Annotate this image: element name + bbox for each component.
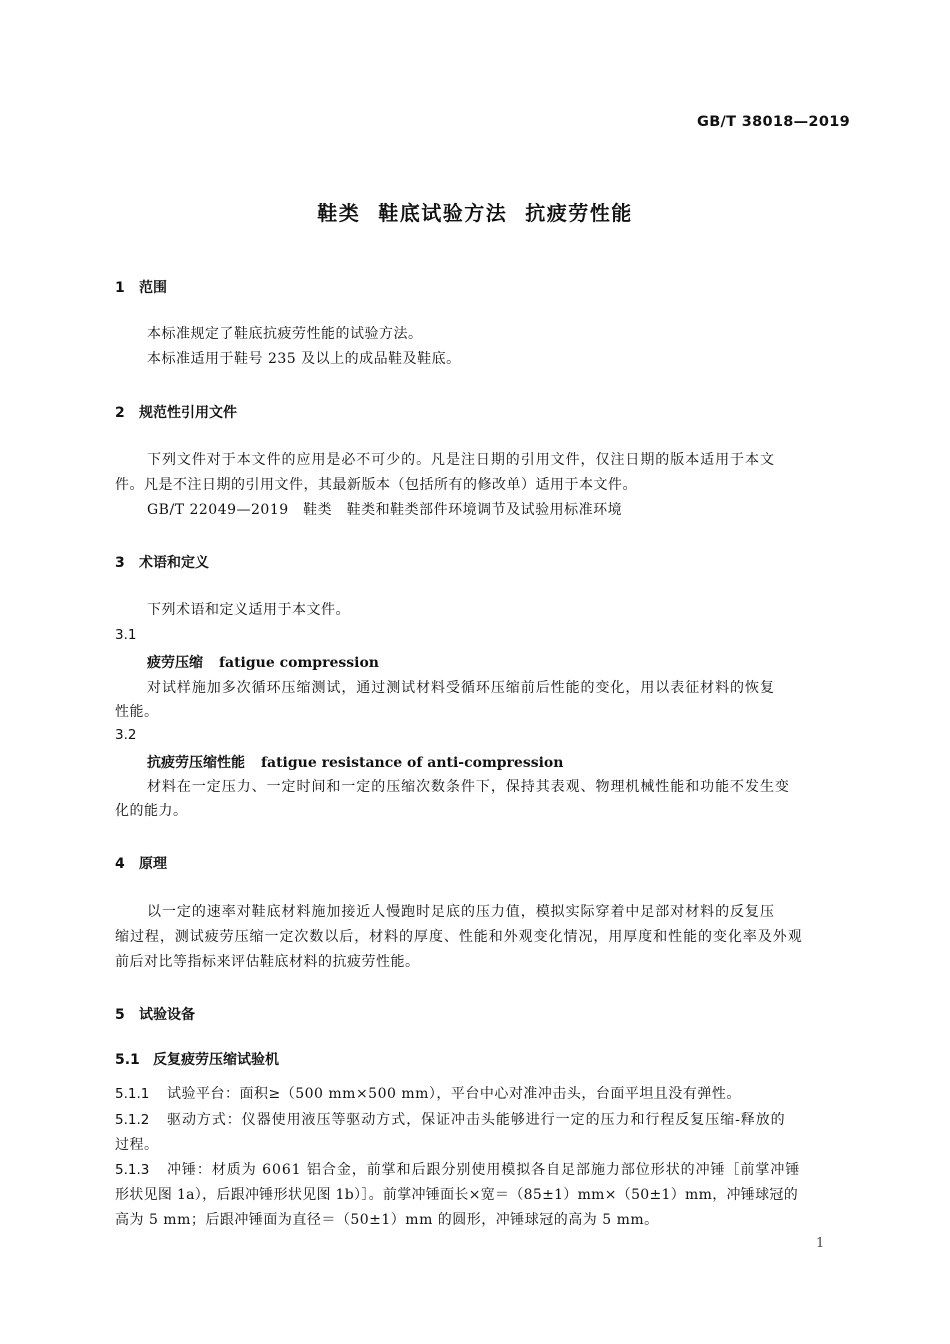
- normative-reference: GB/T 22049—2019 鞋类 鞋类和鞋类部件环境调节及试验用标准环境: [147, 502, 623, 518]
- section-number: 4: [115, 856, 125, 872]
- section-3-heading: [115, 552, 209, 572]
- section-4-paragraph-line-3: 前后对比等指标来评估鞋底材料的抗疲劳性能。: [115, 954, 420, 970]
- clause-number: 5.1.3: [115, 1162, 150, 1178]
- clause-text: 冲锤：材质为 6061 铝合金，前掌和后跟分别使用模拟各自足部施力部位形状的冲锤［前掌冲锤: [167, 1162, 801, 1178]
- title-part-1: 鞋类: [317, 201, 361, 225]
- term-english: fatigue resistance of anti-compression: [261, 755, 564, 771]
- clause-5-1-2: [115, 1108, 786, 1133]
- clause-number: 5.1.2: [115, 1112, 150, 1128]
- term-3-2: [147, 752, 563, 772]
- section-number: 3: [115, 555, 125, 571]
- term-3-1-definition-line-2: 性能。: [115, 704, 159, 720]
- section-title: 原理: [139, 856, 167, 872]
- term-english: fatigue compression: [219, 655, 379, 671]
- section-1-paragraph-1: 本标准规定了鞋底抗疲劳性能的试验方法。: [147, 326, 423, 342]
- section-title: 规范性引用文件: [139, 405, 237, 421]
- term-chinese: 抗疲劳压缩性能: [147, 755, 245, 771]
- term-chinese: 疲劳压缩: [147, 655, 203, 671]
- term-3-2-definition-line-1: 材料在一定压力、一定时间和一定的压缩次数条件下，保持其表观、物理机械性能和功能不发生变: [147, 779, 790, 795]
- section-number: 1: [115, 280, 125, 296]
- term-3-2-definition-line-2: 化的能力。: [115, 803, 188, 819]
- page-number: 1: [816, 1236, 825, 1251]
- section-title: 试验设备: [139, 1007, 195, 1023]
- clause-5-1-2-line-2: 过程。: [115, 1137, 159, 1153]
- clause-5-1-1: [115, 1082, 741, 1107]
- term-3-1: [147, 652, 379, 672]
- term-3-1-number: 3.1: [115, 627, 137, 643]
- clause-number: 5.1.1: [115, 1086, 150, 1102]
- standard-code: GB/T 38018—2019: [697, 114, 850, 130]
- section-4-paragraph-line-1: 以一定的速率对鞋底材料施加接近人慢跑时足底的压力值，模拟实际穿着中足部对材料的反复压: [147, 904, 775, 920]
- section-2-paragraph-line-1: 下列文件对于本文件的应用是必不可少的。凡是注日期的引用文件，仅注日期的版本适用于本文: [147, 452, 775, 468]
- section-2-paragraph-line-2: 件。凡是不注日期的引用文件，其最新版本（包括所有的修改单）适用于本文件。: [115, 477, 637, 493]
- document-title: [0, 197, 950, 226]
- section-title: 术语和定义: [139, 555, 209, 571]
- clause-5-1-3: [115, 1158, 800, 1183]
- subsection-5-1-heading: [115, 1049, 279, 1069]
- term-3-1-definition-line-1: 对试样施加多次循环压缩测试，通过测试材料受循环压缩前后性能的变化，用以表征材料的恢复: [147, 680, 775, 696]
- title-part-2: 鞋底试验方法: [378, 201, 508, 225]
- section-1-heading: [115, 277, 167, 297]
- clause-text: 驱动方式：仪器使用液压等驱动方式，保证冲击头能够进行一定的压力和行程反复压缩-释放的: [167, 1112, 786, 1128]
- section-number: 5: [115, 1007, 125, 1023]
- subsection-number: 5.1: [115, 1052, 140, 1068]
- section-3-intro: 下列术语和定义适用于本文件。: [147, 602, 350, 618]
- section-5-heading: [115, 1004, 195, 1024]
- clause-5-1-3-line-2: 形状见图 1a），后跟冲锤形状见图 1b）］。前掌冲锤面长×宽＝（85±1）mm×（50±1）mm，冲锤球冠的: [115, 1187, 798, 1203]
- section-title: 范围: [139, 280, 167, 296]
- section-4-paragraph-line-2: 缩过程，测试疲劳压缩一定次数以后，材料的厚度、性能和外观变化情况，用厚度和性能的变化率及外观: [115, 929, 803, 945]
- clause-text: 试验平台：面积≥（500 mm×500 mm），平台中心对准冲击头，台面平坦且没有弹性。: [167, 1086, 741, 1102]
- section-4-heading: [115, 853, 167, 873]
- title-part-3: 抗疲劳性能: [525, 201, 633, 225]
- clause-5-1-3-line-3: 高为 5 mm；后跟冲锤面为直径＝（50±1）mm 的圆形，冲锤球冠的高为 5 mm。: [115, 1212, 659, 1228]
- subsection-title: 反复疲劳压缩试验机: [153, 1052, 279, 1068]
- section-1-paragraph-2: 本标准适用于鞋号 235 及以上的成品鞋及鞋底。: [147, 351, 461, 367]
- term-3-2-number: 3.2: [115, 727, 137, 743]
- section-number: 2: [115, 405, 125, 421]
- section-2-heading: [115, 402, 237, 422]
